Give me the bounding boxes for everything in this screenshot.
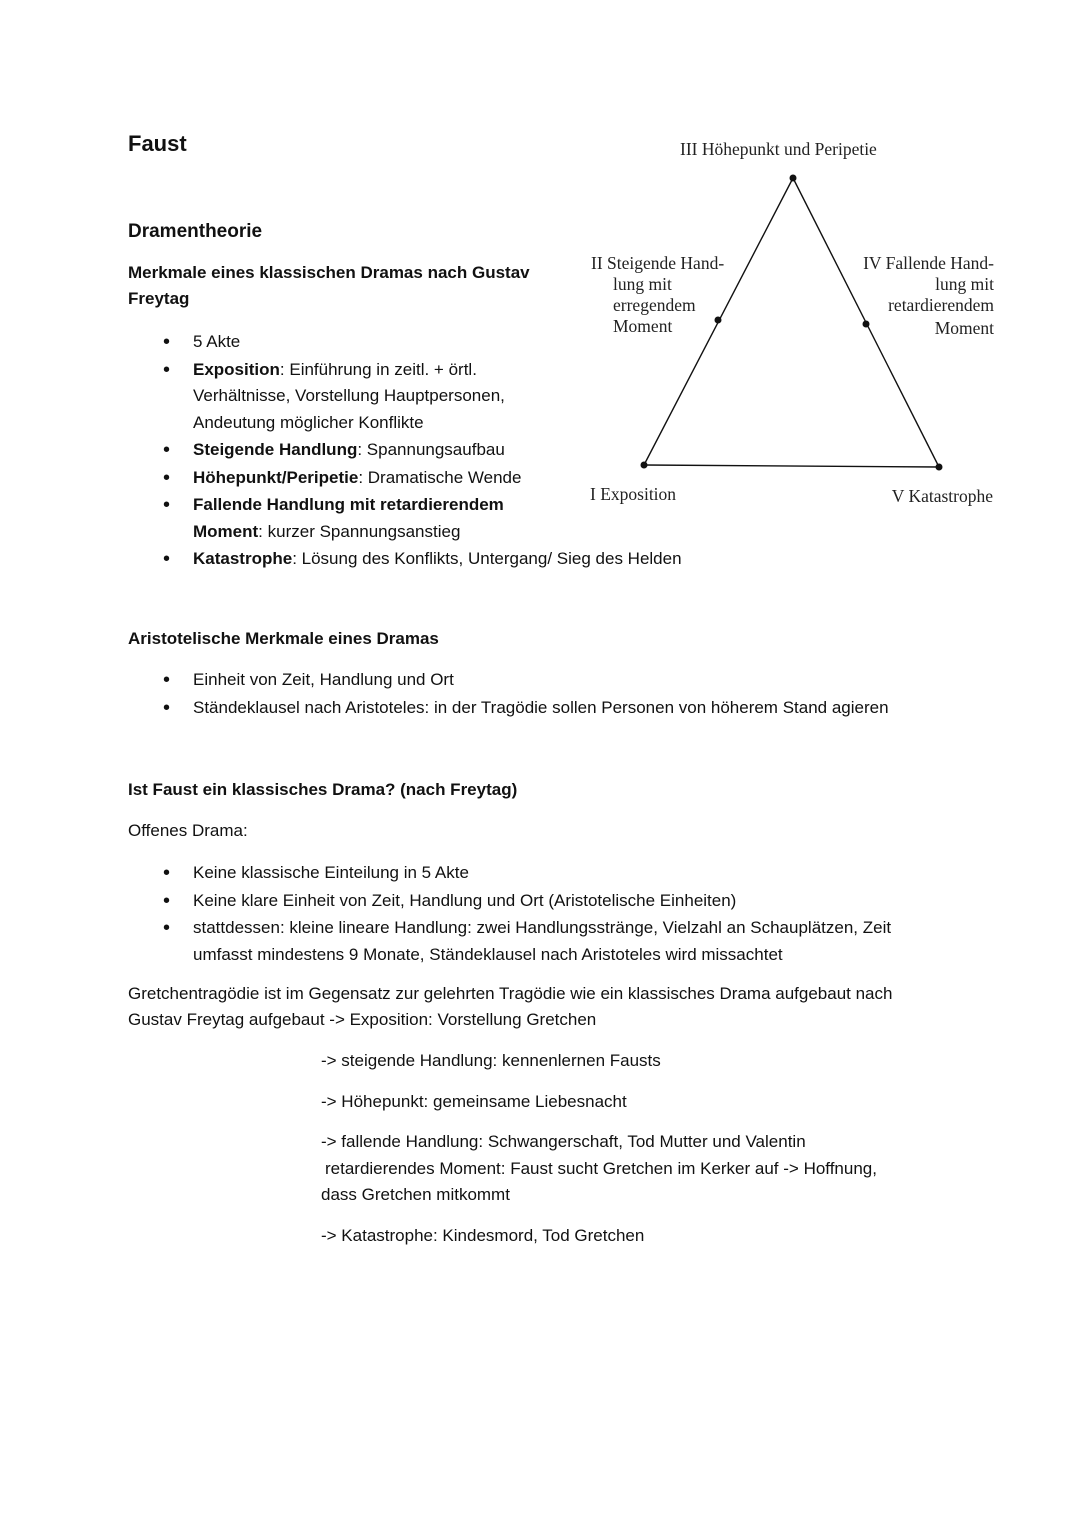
list-item: • Fallende Handlung mit retardierendem Moment: kurzer Spannungsanstieg (128, 492, 513, 545)
freytag-heading-line1: Merkmale eines klassischen Dramas nach Gustav (128, 263, 530, 282)
base-line (644, 465, 939, 467)
aristotle-list (128, 667, 948, 722)
faust-question-heading: Ist Faust ein klassisches Drama? (nach Freytag) (128, 780, 518, 799)
step-rising: -> steigende Handlung: kennenlernen Fausts (321, 1051, 661, 1070)
open-drama-label: Offenes Drama: (128, 821, 248, 840)
list-item: • Höhepunkt/Peripetie: Dramatische Wende (128, 465, 568, 492)
aristotle-heading: Aristotelische Merkmale eines Dramas (128, 629, 439, 648)
faust-list (128, 860, 938, 969)
gretchen-paragraph (128, 981, 958, 1033)
diagram-label-rising-1: II Steigende Hand- (591, 253, 725, 273)
diagram-label-falling-2: lung mit (935, 274, 994, 294)
climax-dot (790, 175, 797, 182)
diagram-label-catastrophe: V Katastrophe (891, 486, 993, 506)
section-heading: Dramentheorie (128, 221, 263, 242)
diagram-label-falling-4: Moment (934, 318, 994, 338)
list-item: • Steigende Handlung: Spannungsaufbau (128, 437, 568, 464)
list-item: • Einheit von Zeit, Handlung und Ort (128, 667, 948, 694)
step-catastrophe: -> Katastrophe: Kindesmord, Tod Gretchen (321, 1226, 645, 1245)
exposition-dot (641, 462, 648, 469)
step-falling: -> fallende Handlung: Schwangerschaft, Tod Mutter und Valentin (321, 1132, 806, 1151)
gretchen-paragraph-line1: Gretchentragödie ist im Gegensatz zur gelehrten Tragödie wie ein klassisches Drama aufgebaut nach (128, 984, 893, 1003)
step-retarding: retardierendes Moment: Faust sucht Gretchen im Kerker auf -> Hoffnung, (325, 1159, 877, 1178)
step-retarding-cont: dass Gretchen mitkommt (321, 1185, 510, 1204)
rising-dot (715, 317, 722, 324)
list-item: • Exposition: Einführung in zeitl. + örtl. Verhältnisse, Vorstellung Hauptpersonen, Andeutung möglicher Konflikte (128, 357, 523, 437)
freytag-heading (128, 260, 530, 312)
gretchen-paragraph-line2: Gustav Freytag aufgebaut -> Exposition: Vorstellung Gretchen (128, 1010, 597, 1029)
list-item: • Katastrophe: Lösung des Konflikts, Untergang/ Sieg des Helden (128, 546, 753, 573)
catastrophe-dot (936, 464, 943, 471)
list-item: • Keine klassische Einteilung in 5 Akte (128, 860, 938, 887)
diagram-label-climax: III Höhepunkt und Peripetie (680, 139, 877, 159)
diagram-label-exposition: I Exposition (590, 484, 677, 504)
diagram-label-rising-2: lung mit (613, 274, 672, 294)
freytag-heading-line2: Freytag (128, 289, 190, 308)
freytag-pyramid-diagram (570, 130, 1020, 520)
diagram-label-rising-3: erregendem (613, 295, 696, 315)
list-item: • Ständeklausel nach Aristoteles: in der Tragödie sollen Personen von höherem Stand agieren (128, 695, 948, 722)
list-item: • 5 Akte (128, 329, 568, 356)
diagram-label-rising-4: Moment (613, 316, 673, 336)
step-climax: -> Höhepunkt: gemeinsame Liebesnacht (321, 1092, 627, 1111)
diagram-label-falling-1: IV Fallende Hand- (863, 253, 994, 273)
diagram-label-falling-3: retardierendem (888, 295, 994, 315)
list-item: • stattdessen: kleine lineare Handlung: zwei Handlungsstränge, Vielzahl an Schauplätzen, Zeit umfasst mindestens 9 Monate, Ständeklausel nach Aristoteles wird missachtet (128, 915, 938, 968)
list-item: • Keine klare Einheit von Zeit, Handlung und Ort (Aristotelische Einheiten) (128, 888, 938, 915)
falling-dot (863, 321, 870, 328)
page-title: Faust (128, 131, 187, 156)
